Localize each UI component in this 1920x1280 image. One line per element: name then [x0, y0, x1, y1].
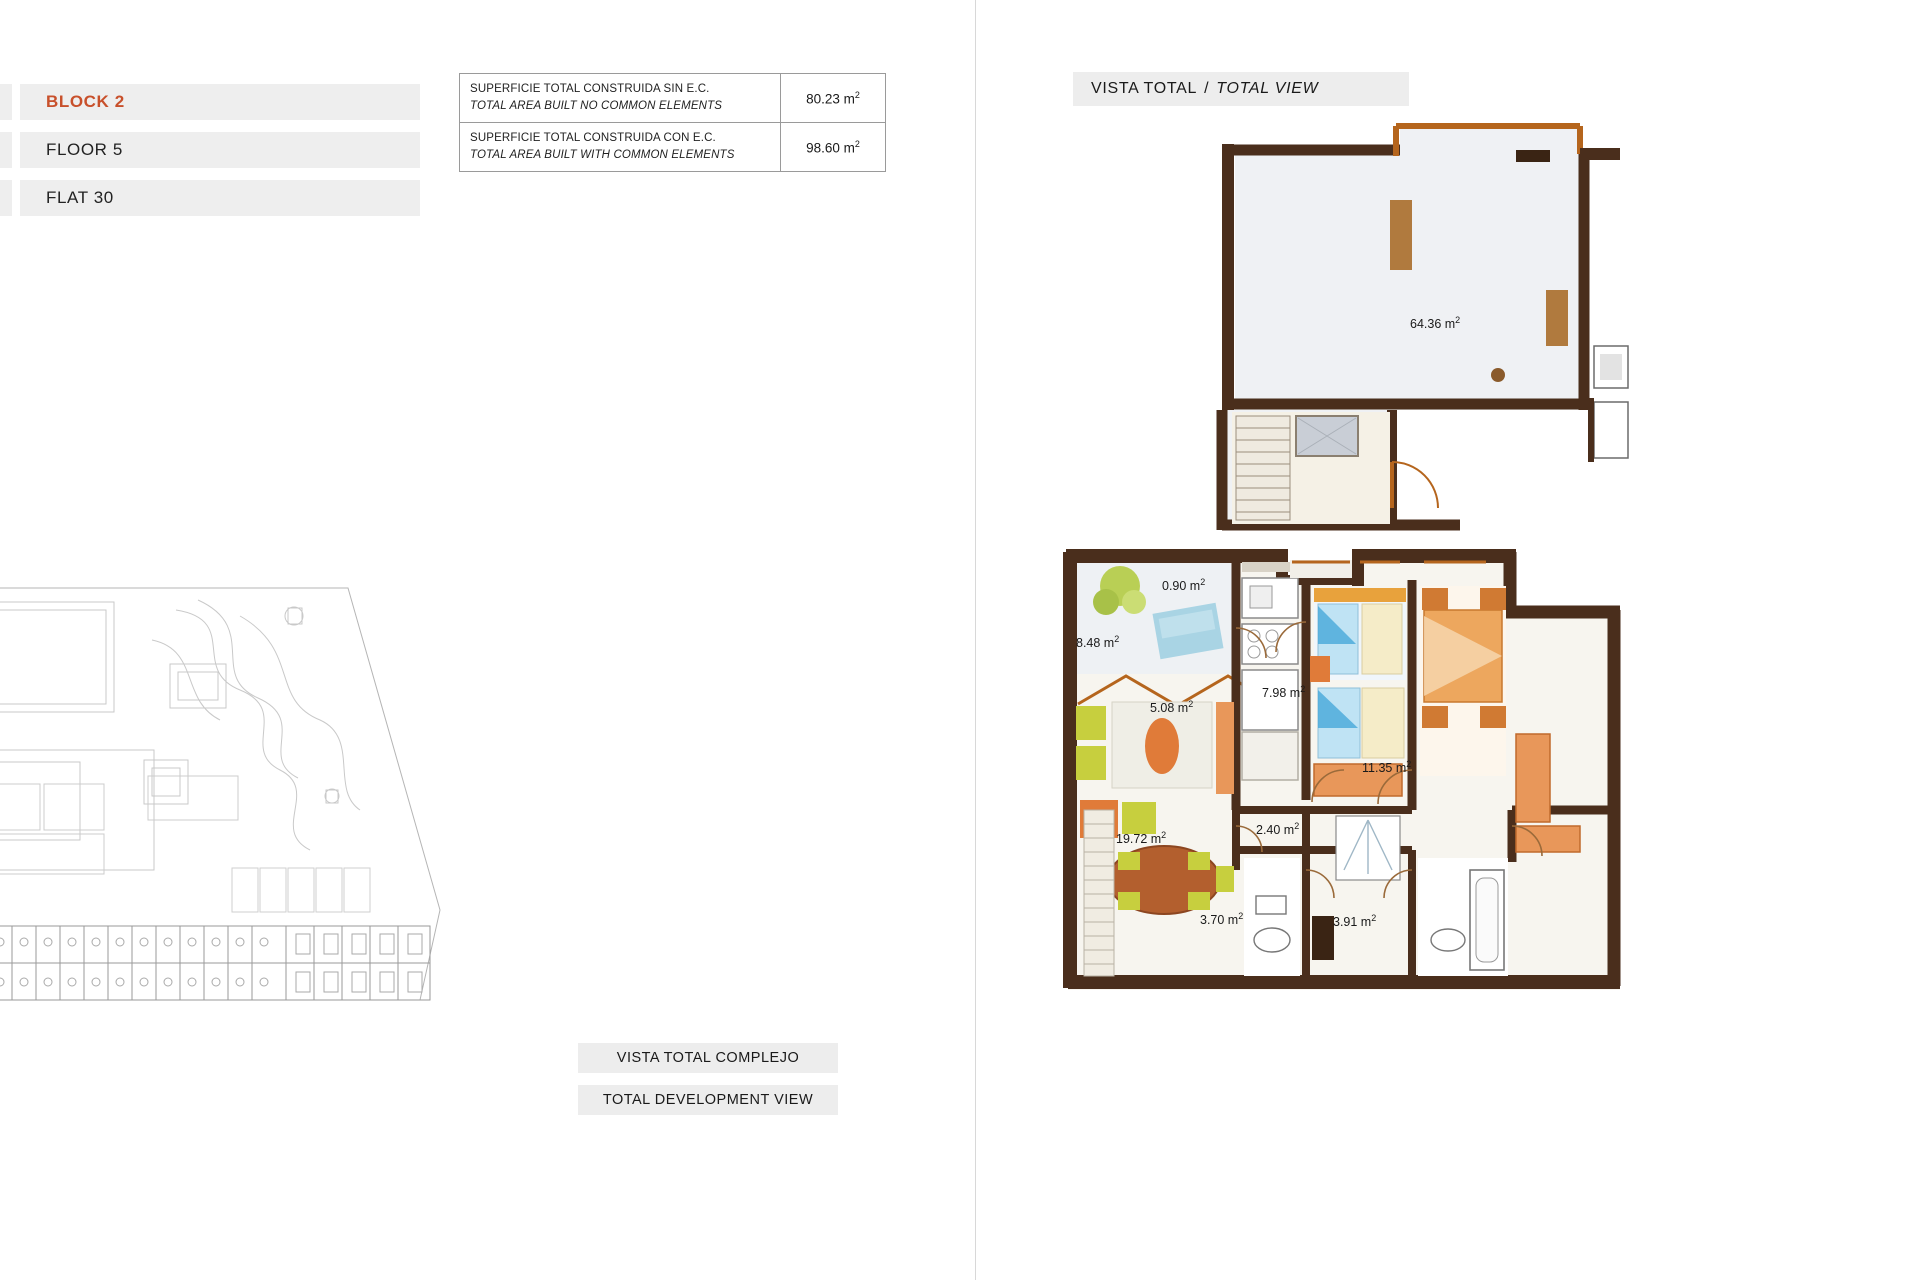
unit-label-stack [0, 84, 420, 228]
development-label-es: VISTA TOTAL COMPLEJO [578, 1043, 838, 1073]
block-label: BLOCK 2 [20, 84, 420, 120]
floor-plan-drawings [1060, 110, 1920, 1200]
room-area-bathroom-2: 3.70 $m^2$ [1200, 911, 1244, 928]
total-view-title-en: TOTAL VIEW [1216, 80, 1319, 97]
area-value-cell [781, 123, 886, 172]
label-row-floor [0, 132, 420, 168]
area-description-en: TOTAL AREA BUILT NO COMMON ELEMENTS [470, 100, 723, 112]
area-unit-exponent: 2 [854, 138, 860, 149]
label-tab [0, 180, 12, 216]
label-row-flat [0, 180, 420, 216]
room-area-bathroom-1: 3.91 $m^2$ [1333, 913, 1377, 930]
room-area-terrace: 8.48 $m^2$ [1076, 634, 1120, 651]
total-view-header [1073, 72, 1409, 106]
label-tab [0, 84, 12, 120]
area-value-cell [781, 74, 886, 123]
total-view-separator: / [1204, 80, 1210, 97]
room-area-hall: 2.40 $m^2$ [1256, 821, 1300, 838]
area-description-es: SUPERFICIE TOTAL CONSTRUIDA CON E.C. [470, 132, 716, 145]
label-tab [0, 132, 12, 168]
development-label-en: TOTAL DEVELOPMENT VIEW [578, 1085, 838, 1115]
label-row-block [0, 84, 420, 120]
table-row [460, 123, 886, 172]
room-area-kitchen: 5.08 $m^2$ [1150, 699, 1194, 716]
area-description-cell [460, 123, 781, 172]
area-summary-table [459, 73, 886, 172]
area-description-es: SUPERFICIE TOTAL CONSTRUIDA SIN E.C. [470, 83, 710, 96]
area-value: 80.23 m [806, 91, 855, 107]
table-row [460, 74, 886, 123]
room-area-living-room: 19.72 $m^2$ [1116, 830, 1167, 847]
room-area-hall-closet: 0.90 $m^2$ [1162, 577, 1206, 594]
room-area-bedroom-1: 11.35 $m^2$ [1362, 759, 1412, 776]
floor-label: FLOOR 5 [20, 132, 420, 168]
page-divider [975, 0, 976, 1280]
area-value: 98.60 m [806, 140, 855, 156]
development-view-labels [578, 1043, 838, 1127]
flat-label: FLAT 30 [20, 180, 420, 216]
room-area-bedroom-2: 7.98 $m^2$ [1262, 684, 1306, 701]
site-plan-drawing [0, 580, 540, 1110]
area-description-en: TOTAL AREA BUILT WITH COMMON ELEMENTS [470, 149, 735, 161]
area-unit-exponent: 2 [854, 89, 860, 100]
room-area-roof-terrace: 64.36 $m^2$ [1410, 315, 1461, 332]
total-view-title-es: VISTA TOTAL [1091, 80, 1198, 97]
area-description-cell [460, 74, 781, 123]
